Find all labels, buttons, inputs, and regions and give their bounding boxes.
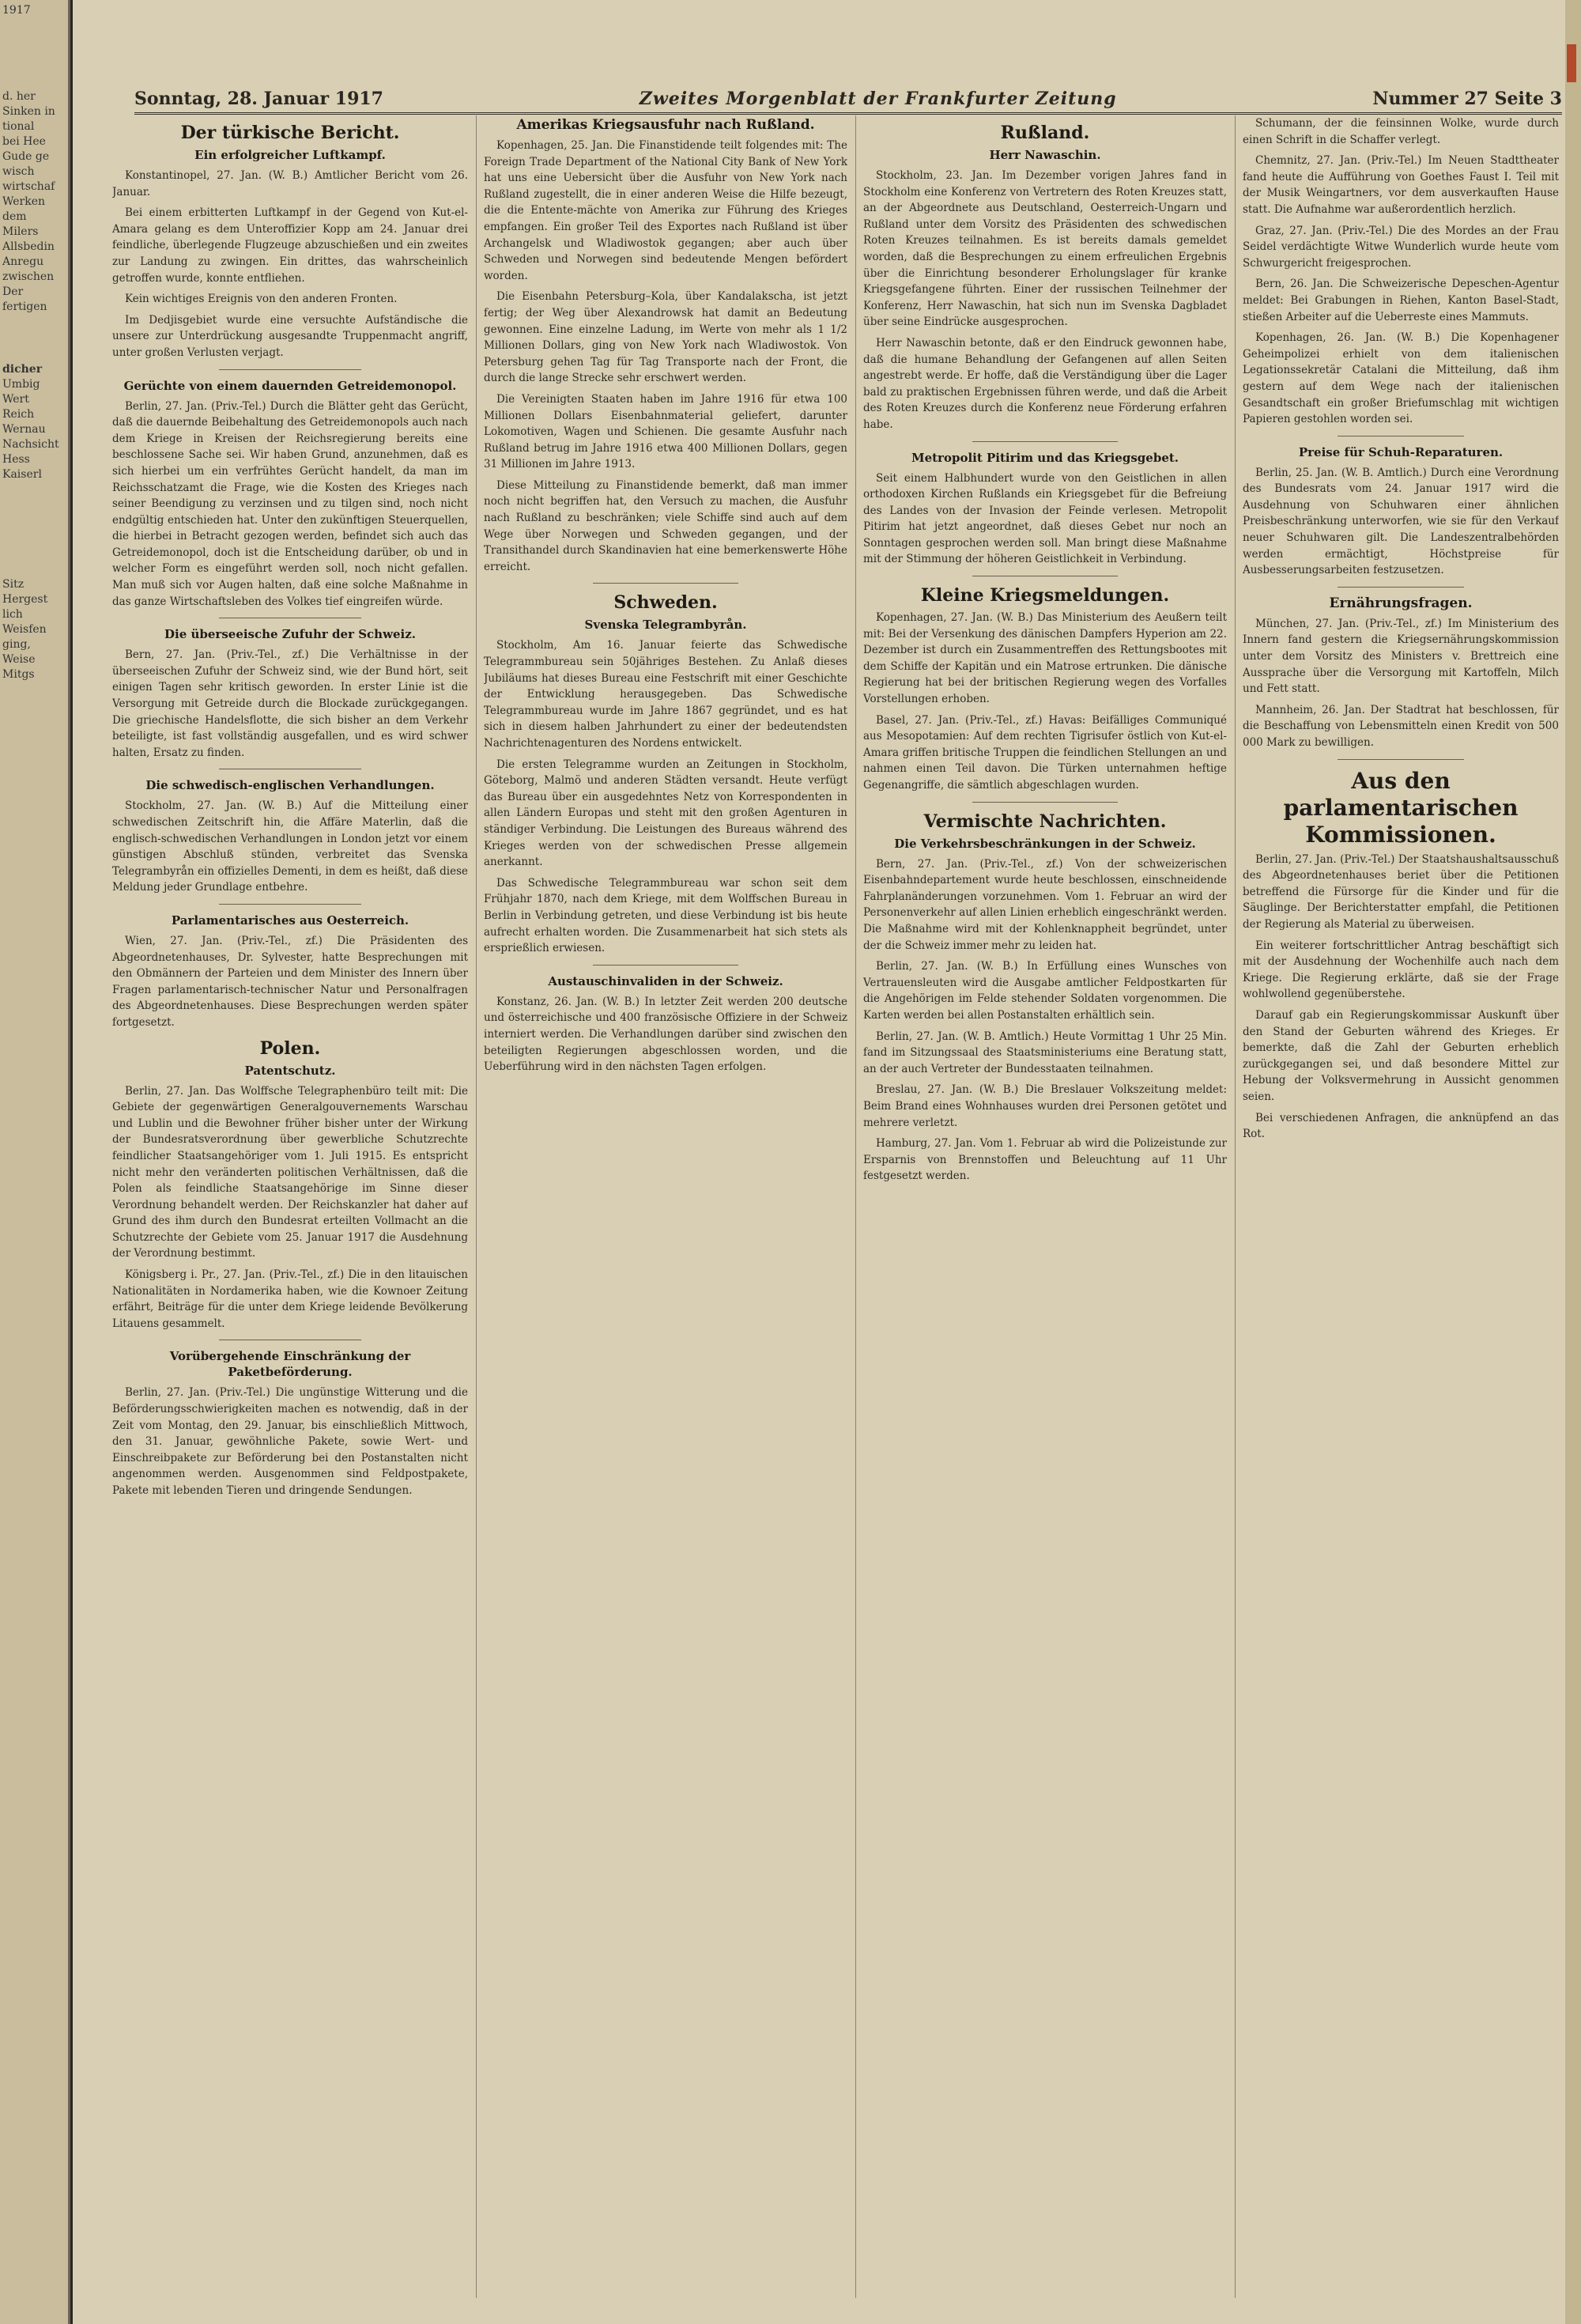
article-subheadline: Ein erfolgreicher Luftkampf. <box>194 148 386 162</box>
article-paragraph: Herr Nawaschin betonte, daß er den Eindruck gewonnen habe, daß die humane Behandlung der Gefangenen auf allen Seiten angestrebt werde. Er hoffe, daß die Verständigung über die Lager bald zu praktischen Ergebnissen führen werde, und daß die Arbeit des Roten Kreuzes durch die Konferenz neue Förderung erfahren habe. <box>863 336 1227 431</box>
article-headline: Parlamentarisches aus Oesterreich. <box>171 913 409 928</box>
article-headline: Amerikas Kriegsausfuhr nach Rußland. <box>516 117 815 133</box>
prev-fragment: Weisfen <box>2 623 47 636</box>
article-paragraph: Schumann, der die feinsinnen Wolke, wurde durch einen Schrift in die Schaffer verlegt. <box>1243 117 1559 146</box>
article-paragraph: Stockholm, 23. Jan. Im Dezember vorigen Jahres fand in Stockholm eine Konferenz von Vertretern des Roten Kreuzes statt, an der Abgeordnete aus Deutschland, Oesterreich-Ungarn und Rußland unter dem Vorsitz des Präsidenten des schwedischen Roten Kreuzes teilnahmen. Es ist bereits damals gemeldet worden, daß die Besprechungen zu einem erfreulichen Ergebnis über die Einrichtung besonderer Erholungslager für kranke Kriegsgefangene führten. Einer der russischen Teilnehmer der Konferenz, Herr Nawaschin, hat sich nun im Svenska Dagbladet über seine Eindrücke ausgesprochen. <box>863 169 1227 329</box>
article-paragraph: Berlin, 27. Jan. (Priv.-Tel.) Die ungünstige Witterung und die Beförderungsschwierigkeiten machen es notwendig, daß in der Zeit vom Montag, den 29. Januar, bis einschließlich Mittwoch, den 31. Januar, gewöhnliche Pakete, sowie Wert- und Einschreibpakete zur Beförderung bei den Postanstalten nicht angenommen werden. Ausgenommen sind Feldpostpakete, Pakete mit lebenden Tieren und dringende Sendungen. <box>112 1386 468 1497</box>
section-divider <box>219 904 361 905</box>
masthead <box>134 77 1562 115</box>
prev-fragment: Der <box>2 285 24 298</box>
article-headline: Der türkische Bericht. <box>180 123 400 143</box>
article-paragraph: Hamburg, 27. Jan. Vom 1. Februar ab wird die Polizeistunde zur Ersparnis von Brennstoffen und Beleuchtung auf 11 Uhr festgesetzt werden. <box>863 1137 1227 1183</box>
article-paragraph: Königsberg i. Pr., 27. Jan. (Priv.-Tel., zf.) Die in den litauischen Nationalitäten in Nordamerika haben, wie die Kownoer Zeitung erfährt, Beiträge für die unter dem Kriege leidende Bevölkerung Litauens gesammelt. <box>112 1268 468 1330</box>
article-headline: Die überseeische Zufuhr der Schweiz. <box>164 627 416 642</box>
article-paragraph: Bern, 27. Jan. (Priv.-Tel., zf.) Von der schweizerischen Eisenbahndepartement wurde heute beschlossen, einschneidende Fahrplanänderungen vorzunehmen. Vom 1. Februar an wird der Personenverkehr auf allen Linien erheblich eingeschränkt werden. Die Maßnahme wird mit der Kohlenknappheit begründet, unter der die Schweiz immer mehr zu leiden hat. <box>863 857 1227 952</box>
article-headline: Metropolit Pitirim und das Kriegsgebet. <box>911 450 1179 465</box>
article-paragraph: Kopenhagen, 25. Jan. Die Finanstidende teilt folgendes mit: The Foreign Trade Department of the National City Bank of New York hat uns eine Uebersicht über die Ausfuhr von New York nach Rußland zugestellt, die in einer anderen Weise die Hilfe bezeugt, die die Entente-mächte von Amerika zur Führung des Krieges empfangen. Ein großer Teil des Exportes nach Rußland ist über Archangelsk und Wladiwostok gegangen; aber auch über Schweden und Norwegen sind bedeutende Mengen befördert worden. <box>484 139 847 282</box>
section-divider <box>1338 759 1464 760</box>
prev-fragment: Allsbedin <box>2 240 55 253</box>
prev-fragment: tional <box>2 120 35 133</box>
article-headline: Ernährungsfragen. <box>1329 595 1473 611</box>
column-4 <box>1243 115 1559 2298</box>
prev-fragment: ging, <box>2 638 31 651</box>
prev-fragment: Sitz <box>2 578 25 591</box>
article-headline: Vorübergehende Einschränkung der Paketbeförderung. <box>169 1349 411 1380</box>
prev-fragment: Mitgs <box>2 668 35 681</box>
section-divider <box>219 369 361 370</box>
column-2 <box>484 115 847 2298</box>
article-paragraph: Bern, 27. Jan. (Priv.-Tel., zf.) Die Verhältnisse in der überseeischen Zufuhr der Schweiz sind, wie der Bund hört, seit einigen Tagen sehr kritisch geworden. In erster Linie ist die Versorgung mit Getreide durch die Blockade zurückgegangen. Die griechische Handelsflotte, die sich bisher an dem Verkehr beteiligte, ist fast vollständig ausgefallen, und es wird schwer halten, Ersatz zu finden. <box>112 648 468 759</box>
article-paragraph: Bei einem erbitterten Luftkampf in der Gegend von Kut-el-Amara gelang es dem Unteroffizier Kopp am 24. Januar drei feindliche, überlegende Flugzeuge abzuschießen und ein zweites zur Landung zu zwingen. Ein drittes, das wahrscheinlich getroffen wurde, konnte entfliehen. <box>112 206 468 285</box>
article-paragraph: Bern, 26. Jan. Die Schweizerische Depeschen-Agentur meldet: Bei Grabungen in Riehen, Kanton Basel-Stadt, stießen Arbeiter auf die Ueberreste eines Mammuts. <box>1243 278 1559 323</box>
article-paragraph: Basel, 27. Jan. (Priv.-Tel., zf.) Havas: Beifälliges Communiqué aus Mesopotamien: Auf dem rechten Tigrisufer östlich von Kut-el-Amara griffen britische Truppen die feindlichen Stellungen an und nahmen einen Teil davon. Die Türken unternahmen heftige Gegenangriffe, die sämtlich abgeschlagen wurden. <box>863 713 1227 792</box>
masthead-date: Sonntag, 28. Januar 1917 <box>134 89 383 109</box>
page-edge <box>1565 0 1581 2324</box>
article-subheadline: Svenska Telegrambyrån. <box>584 618 747 633</box>
article-paragraph: Konstanz, 26. Jan. (W. B.) In letzter Zeit werden 200 deutsche und österreichische und 400 französische Offiziere in der Schweiz interniert werden. Die Verhandlungen darüber sind zwischen den beteiligten Regierungen abgeschlossen worden, und die Ueberführung wird in den nächsten Tagen erfolgen. <box>484 995 847 1074</box>
prev-fragment: Werken <box>2 195 46 208</box>
previous-page-edge <box>0 0 70 2324</box>
prev-fragment: Hess <box>2 453 30 466</box>
article-paragraph: Ein weiterer fortschrittlicher Antrag beschäftigt sich mit der Ausdehnung der Wochenhilfe auch nach dem Kriege. Die Regierung erklärte, daß sie der Frage wohlwollend gegenüberstehe. <box>1243 939 1559 1001</box>
article-paragraph: Die Vereinigten Staaten haben im Jahre 1916 für etwa 100 Millionen Dollars Eisenbahnmaterial geliefert, darunter Lokomotiven, Wagen und Schienen. Die gesamte Ausfuhr nach Rußland betrug im Jahre 1916 etwa 400 Millionen Dollars, gegen 31 Millionen im Jahre 1913. <box>484 392 847 471</box>
article-paragraph: Kein wichtiges Ereignis von den anderen Fronten. <box>125 293 398 306</box>
column-rule <box>855 115 856 2298</box>
article-paragraph: Berlin, 27. Jan. (W. B. Amtlich.) Heute Vormittag 1 Uhr 25 Min. fand im Sitzungssaal des Staatsministeriums eine Beratung statt, an der auch Vertreter der Bundesstaaten teilnahmen. <box>863 1030 1227 1075</box>
article-paragraph: Kopenhagen, 27. Jan. (W. B.) Das Ministerium des Aeußern teilt mit: Bei der Versenkung des dänischen Dampfers Hyperion am 22. Dezember ist durch ein Zusammentreffen des Rettungsbootes mit dem Schiffe der Kapitän und ein Matrose ertrunken. Die dänische Regierung hat bei der britischen Regierung wegen des Vorfalles Vorstellungen erhoben. <box>863 611 1227 706</box>
article-paragraph: Berlin, 27. Jan. Das Wolffsche Telegraphenbüro teilt mit: Die Gebiete der gegenwärtigen Generalgouvernements Warschau und Lublin und die Bewohner früher bisher unter der Wirkung der Bundesratsverordnung über gewerbliche Schutzrechte feindlicher Staatsangehöriger vom 1. Juli 1915. Es entspricht nicht mehr den veränderten politischen Verhältnissen, daß die Polen als feindliche Staatsangehörige im Sinne dieser Verordnung behandelt werden. Der Reichskanzler hat daher auf Grund des ihm durch den Bundesrat erteilten Vollmacht an die Schutzrechte der Gebiete vom 25. Januar 1917 die Ausdehnung der Verordnung bestimmt. <box>112 1084 468 1260</box>
prev-fragment: Hergest <box>2 593 48 606</box>
article-paragraph: Diese Mitteilung zu Finanstidende bemerkt, daß man immer noch nicht begriffen hat, den Versuch zu machen, die Ausfuhr nach Rußland zu beschränken; viele Schiffe sind auch auf dem Wege über Norwegen und Schweden gegangen, und der Transithandel durch Skandinavien hat eine bemerkenswerte Höhe erreicht. <box>484 478 847 573</box>
prev-page-fragments <box>0 0 68 686</box>
section-divider <box>972 802 1118 803</box>
article-paragraph: Im Dedjisgebiet wurde eine versuchte Aufständische die unsere zur Unterdrückung ausgesandte Truppenmacht angriff, unter großen Verlusten verjagt. <box>112 313 468 359</box>
article-paragraph: Konstantinopel, 27. Jan. (W. B.) Amtlicher Bericht vom 26. Januar. <box>112 169 468 198</box>
section-divider <box>1338 587 1464 588</box>
article-paragraph: Stockholm, Am 16. Januar feierte das Schwedische Telegrammbureau sein 50jähriges Bestehen. Zu Anlaß dieses Jubiläums hat dieses Bureau eine Festschrift mit einer Geschichte der Entwicklung herausgegeben. Das Schwedische Telegrammbureau wurde im Jahre 1867 gegründet, und es hat sich in diesem halben Jahrhundert zu einer der bedeutendsten Nachrichtenagenturen des Nordens entwickelt. <box>484 639 847 750</box>
prev-fragment: Umbig <box>2 378 40 391</box>
prev-fragment: Weise <box>2 653 36 666</box>
article-paragraph: Berlin, 27. Jan. (W. B.) In Erfüllung eines Wunsches von Vertrauensleuten wird die Ausgabe amtlicher Feldpostkarten für die Angehörigen im Felde stehender Soldaten vorgenommen. Die Karten werden bei allen Postanstalten erhältlich sein. <box>863 960 1227 1022</box>
prev-fragment: Nachsicht <box>2 438 59 451</box>
article-paragraph: Wien, 27. Jan. (Priv.-Tel., zf.) Die Präsidenten des Abgeordnetenhauses, Dr. Sylvester, hatte Besprechungen mit den Obmännern der Parteien und dem Minister des Innern über Fragen parlamentarisch-technischer Natur und Personalfragen des Abgeordnetenhauses. Diese Besprechungen werden später fortgesetzt. <box>112 934 468 1029</box>
article-subheadline: Herr Nawaschin. <box>989 148 1101 162</box>
article-paragraph: Kopenhagen, 26. Jan. (W. B.) Die Kopenhagener Geheimpolizei erhielt von dem italienischen Legationssekretär Catalani die Mitteilung, daß ihm gestern auf dem Wege nach der italienischen Gesandtschaft ein großer Briefumschlag mit wichtigen Papieren gestohlen worden sei. <box>1243 331 1559 426</box>
prev-fragment: fertigen <box>2 300 47 313</box>
prev-fragment: Wernau <box>2 423 46 436</box>
article-headline: Austauschinvaliden in der Schweiz. <box>548 973 783 988</box>
prev-fragment: Milers <box>2 225 39 238</box>
prev-fragment: dicher <box>2 363 43 376</box>
prev-fragment: 1917 <box>2 4 31 17</box>
article-headline: Polen. <box>259 1037 321 1059</box>
prev-fragment: Wert <box>2 393 29 406</box>
article-paragraph: Breslau, 27. Jan. (W. B.) Die Breslauer Volkszeitung meldet: Beim Brand eines Wohnhauses wurden drei Personen getötet und mehrere verletzt. <box>863 1083 1227 1129</box>
article-paragraph: Berlin, 27. Jan. (Priv.-Tel.) Der Staatshaushaltsausschuß des Abgeordnetenhauses beriet über die Petitionen betreffend die Fürsorge für die Kinder und für die Säuglinge. Der Berichterstatter empfahl, die Petitionen der Regierung als Material zu überweisen. <box>1243 852 1559 931</box>
article-headline: Aus den parlamentarischen Kommissionen. <box>1283 767 1519 848</box>
article-headline: Die schwedisch-englischen Verhandlungen. <box>145 778 435 793</box>
prev-fragment: Reich <box>2 408 35 421</box>
article-paragraph: Die ersten Telegramme wurden an Zeitungen in Stockholm, Göteborg, Malmö und anderen Städten versandt. Heute verfügt das Bureau über ein ausgedehntes Netz von Korrespondenten in allen Ländern Europas und steht mit den großen Agenturen in ständiger Verbindung. Die Leistungen des Bureaus während des Krieges werden von der schwedischen Presse allgemein anerkannt. <box>484 758 847 869</box>
article-paragraph: Mannheim, 26. Jan. Der Stadtrat hat beschlossen, für die Beschaffung von Lebensmitteln einen Kredit von 500 000 Mark zu bewilligen. <box>1243 703 1559 749</box>
column-rule <box>1235 115 1236 2298</box>
article-headline: Preise für Schuh-Reparaturen. <box>1298 444 1504 459</box>
bookmark-tab <box>1567 44 1576 82</box>
article-paragraph: Seit einem Halbhundert wurde von den Geistlichen in allen orthodoxen Kirchen Rußlands ein Kriegsgebet für die Befreiung des Landes von der Invasion der Feinde verlesen. Metropolit Pitirim hat jetzt angeordnet, daß dieses Gebet nur noch an Sonntagen gesprochen werden soll. Man bringt diese Maßnahme mit der Stimmung der höheren Geistlichkeit in Verbindung. <box>863 471 1227 566</box>
masthead-page-number: Nummer 27 Seite 3 <box>1372 89 1562 109</box>
article-headline: Schweden. <box>613 592 718 614</box>
prev-fragment: d. her <box>2 90 36 103</box>
prev-fragment: Kaiserl <box>2 468 42 481</box>
prev-fragment: wisch <box>2 165 35 178</box>
prev-fragment: Anregu <box>2 255 44 268</box>
article-paragraph: Graz, 27. Jan. (Priv.-Tel.) Die des Mordes an der Frau Seidel verdächtigte Witwe Wunderlich wurde heute vom Schwurgericht freigesprochen. <box>1243 224 1559 270</box>
article-paragraph: Darauf gab ein Regierungskommissar Auskunft über den Stand der Geburten während des Krieges. Er bemerkte, daß die Zahl der Geburten erheblich zurückgegangen sei, und daß besondere Mittel zur Hebung der Volksvermehrung in Aussicht genommen seien. <box>1243 1008 1559 1103</box>
prev-fragment: lich <box>2 608 23 621</box>
article-headline: Gerüchte von einem dauernden Getreidemonopol. <box>123 378 457 393</box>
article-headline: Rußland. <box>1000 123 1090 143</box>
article-headline: Vermischte Nachrichten. <box>923 811 1167 832</box>
article-paragraph: Das Schwedische Telegrammbureau war schon seit dem Frühjahr 1870, nach dem Kriege, mit dem Wolffschen Bureau in Berlin in Verbindung getreten, und diese Verbindung ist bis heute aufrecht erhalten worden. Die Zusammenarbeit hat sich stets als ersprießlich erwiesen. <box>484 876 847 955</box>
section-divider <box>972 441 1118 442</box>
column-3 <box>863 115 1227 2298</box>
prev-fragment: bei Hee <box>2 135 46 148</box>
article-paragraph: Berlin, 25. Jan. (W. B. Amtlich.) Durch eine Verordnung des Bundesrats vom 24. Januar 1917 wird die Ausdehnung von Schuhwaren einer ähnlichen Preisbeschränkung unterworfen, wie sie für den Verkauf neuer Schuhwaren gilt. Die Landeszentralbehörden werden ermächtigt, Höchstpreise für Ausbesserungsarbeiten festzusetzen. <box>1243 466 1559 577</box>
article-headline: Kleine Kriegsmeldungen. <box>920 585 1170 607</box>
article-subheadline: Patentschutz. <box>244 1063 336 1078</box>
article-subheadline: Die Verkehrsbeschränkungen in der Schweiz. <box>894 836 1196 851</box>
article-paragraph: Bei verschiedenen Anfragen, die anknüpfend an das Rot. <box>1243 1111 1559 1141</box>
prev-fragment: Sinken in <box>2 105 55 118</box>
masthead-title: Zweites Morgenblatt der Frankfurter Zeitung <box>639 89 1117 109</box>
column-rule <box>476 115 477 2298</box>
column-1 <box>112 115 468 2298</box>
prev-fragment: zwischen <box>2 270 55 283</box>
section-divider <box>593 583 738 584</box>
article-paragraph: München, 27. Jan. (Priv.-Tel., zf.) Im Ministerium des Innern fand gestern die Kriegsernährungskommission unter dem Vorsitz des Ministers v. Brettreich eine Aussprache über die Versorgung mit Kartoffeln, Milch und Fett statt. <box>1243 617 1559 696</box>
prev-fragment: dem <box>2 210 27 223</box>
article-paragraph: Berlin, 27. Jan. (Priv.-Tel.) Durch die Blätter geht das Gerücht, daß die dauernde Beibehaltung des Getreidemonopols auch nach dem Kriege in Kreisen der Reichsregierung bereits eine beschlossene Sache sei. Wir haben Grund, anzunehmen, daß es sich hierbei um ein verfrühtes Gerücht handelt, da man im Reichsschatzamt die Frage, wie die Kosten des Krieges nach seiner Beendigung zu verzinsen und zu tilgen sind, noch nicht endgültig entschieden hat. Unter den zukünftigen Steuerquellen, die hierbei in Betracht gezogen werden, befindet sich auch das Getreidemonopol, doch ist die Entscheidung darüber, ob und in welcher Form es eingeführt werden soll, noch nicht gefallen. Man muß sich vor Augen halten, daß eine solche Maßnahme in das ganze Wirtschaftsleben des Volkes tief eingreifen würde. <box>112 399 468 608</box>
prev-fragment: Gude ge <box>2 150 50 163</box>
prev-fragment: wirtschaf <box>2 180 55 193</box>
article-paragraph: Die Eisenbahn Petersburg–Kola, über Kandalakscha, ist jetzt fertig; der Weg über Alexandrowsk hat damit an Bedeutung gewonnen. Eine einzelne Ladung, im Werte von mehr als 1 1/2 Millionen Dollars, ging von New York nach Wladiwostok. Von Petersburg gehen Tag für Tag Transporte nach der Front, die durch die lange Strecke sehr erschwert werden. <box>484 290 847 385</box>
article-paragraph: Chemnitz, 27. Jan. (Priv.-Tel.) Im Neuen Stadttheater fand heute die Aufführung von Goethes Faust I. Teil mit der Musik Weingartners, vor dem ausverkauften Hause statt. Die Aufnahme war außerordentlich herzlich. <box>1243 154 1559 216</box>
article-paragraph: Stockholm, 27. Jan. (W. B.) Auf die Mitteilung einer schwedischen Zeitschrift hin, die Affäre Materlin, daß die englisch-schwedischen Verhandlungen in London jetzt vor einem günstigen Abschluß stünden, verbreitet das Svenska Telegrambyrån ein offizielles Dementi, in dem es heißt, daß diese Meldung jeder Grundlage entbehre. <box>112 799 468 894</box>
newspaper-page <box>73 0 1581 2324</box>
